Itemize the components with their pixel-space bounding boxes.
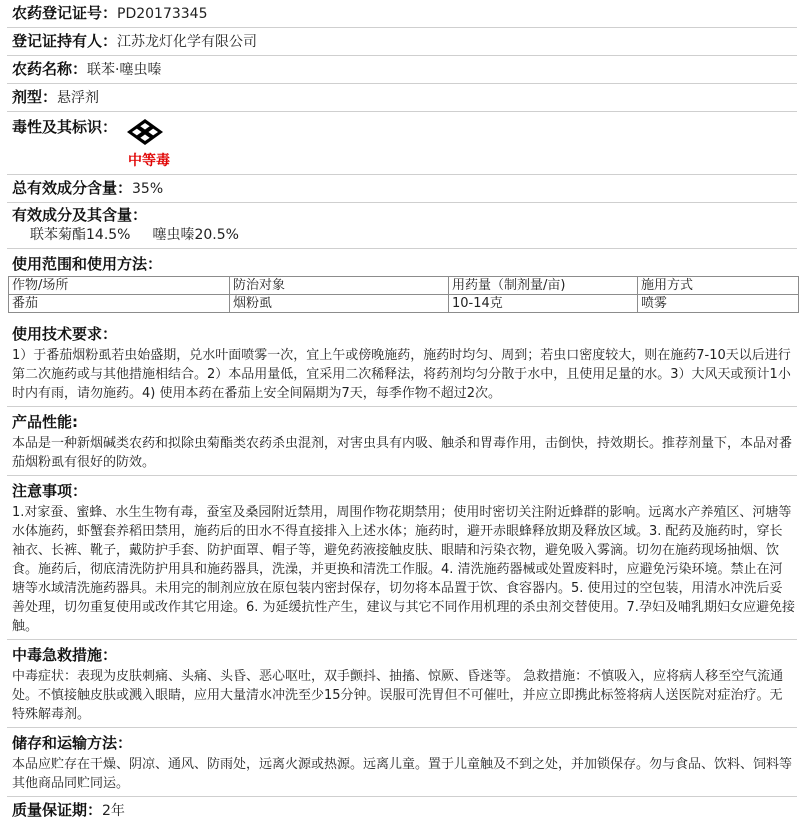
tech-text: 1）于番茄烟粉虱若虫始盛期，兑水叶面喷雾一次，宜上午或傍晚施药，施药时均匀、周到；若虫口密度较大，则在施药7-10天以后进行第二次施药或与其他措施相结合。2）本品用量低，宜采用二次稀释法，将药剂均匀分散于水中，且使用足量的水。3）大风天或预计1小时内有雨，请勿施药。4) 使用本药在番茄上安全间隔期为7天，每季作物不超过2次。: [12, 348, 791, 401]
table-cell: 番茄: [9, 295, 230, 313]
shelf-life-row: [7, 797, 797, 824]
toxicity-diamond-icon: [125, 118, 165, 146]
storage-label: 储存和运输方法：: [12, 734, 133, 752]
total-content-label: 总有效成分含量：: [12, 179, 133, 197]
first-aid-text: 中毒症状：表现为皮肤刺痛、头痛、头昏、恶心呕吐，双手颤抖、抽搐、惊厥、昏迷等。 急救措施：不慎吸入，应将病人移至空气流通处。不慎接触皮肤或溅入眼睛，应用大量清水冲洗至少15分钟。误服可洗胃但不可催吐，并应立即携此标签将病人送医院对症治疗。无特殊解毒剂。: [12, 669, 784, 722]
holder-value: 江苏龙灯化学有限公司: [117, 34, 258, 50]
scope-label: 使用范围和使用方法：: [12, 255, 163, 273]
shelf-life-value: 2年: [102, 803, 125, 819]
formulation-row: [7, 84, 797, 112]
table-header-cell: 施用方式: [638, 277, 799, 295]
performance-label: 产品性能:: [12, 413, 78, 431]
tech-label: 使用技术要求：: [12, 325, 118, 343]
table-cell: 喷雾: [638, 295, 799, 313]
toxicity-label: 毒性及其标识：: [12, 118, 118, 136]
storage-text: 本品应贮存在干燥、阴凉、通风、防雨处，远离火源或热源。远离儿童。置于儿童触及不到之处，并加锁保存。勿与食品、饮料、饲料等其他商品同贮同运。: [12, 757, 793, 791]
table-header-cell: 防治对象: [230, 277, 449, 295]
notes-text: 1.对家蚕、蜜蜂、水生生物有毒，蚕室及桑园附近禁用，周围作物花期禁用；使用时密切关注附近蜂群的影响。远离水产养殖区、河塘等水体施药，虾蟹套养稻田禁用，施药后的田水不得直接排入上述水体；施药时，避开赤眼蜂释放期及释放区域。3. 配药及施药时，穿长袖衣、长裤、靴子，戴防护手套、防护面罩、帽子等，避免药液接触皮肤、眼睛和污染衣物，避免吸入雾滴。切勿在施药现场抽烟、饮食。施药后，彻底清洗防护用具和施药器具，洗澡，并更换和清洗工作服。4. 清洗施药器械或处置废料时，应避免污染环境。禁止在河塘等水域清洗施药器具。未用完的制剂应放在原包装内密封保存，切勿将本品置于饮、食容器内。5. 使用过的空包装，用清水冲洗后妥善处理，切勿重复使用或改作其它用途。6. 为延缓抗性产生，建议与其它不同作用机理的杀虫剂交替使用。7.孕妇及哺乳期妇女应避免接触。: [12, 505, 795, 634]
performance-text: 本品是一种新烟碱类农药和拟除虫菊酯类农药杀虫混剂，对害虫具有内吸、触杀和胃毒作用，击倒快，持效期长。推荐剂量下，本品对番茄烟粉虱有很好的防效。: [12, 436, 793, 470]
storage-section: [7, 728, 797, 797]
first-aid-section: [7, 640, 797, 728]
performance-section: [7, 407, 797, 476]
actives-label: 有效成分及其含量：: [12, 206, 148, 224]
table-cell: 10-14克: [449, 295, 638, 313]
registration-value: PD20173345: [117, 6, 208, 22]
registration-label: 农药登记证号：: [12, 4, 118, 22]
notes-section: [7, 476, 797, 640]
holder-label: 登记证持有人：: [12, 32, 118, 50]
shelf-life-label: 质量保证期：: [12, 801, 103, 819]
tech-section: [7, 319, 797, 407]
table-cell: 烟粉虱: [230, 295, 449, 313]
total-content-value: 35%: [132, 181, 164, 197]
table-header-cell: 作物/场所: [9, 277, 230, 295]
table-header-row: [9, 277, 799, 295]
label-document: [7, 0, 797, 824]
toxicity-row: [7, 112, 797, 175]
table-row: [9, 295, 799, 313]
first-aid-label: 中毒急救措施：: [12, 646, 118, 664]
formulation-value: 悬浮剂: [57, 90, 100, 106]
toxicity-text: 中等毒: [128, 153, 170, 169]
active-ingredient: 噻虫嗪20.5%: [152, 227, 239, 243]
name-value: 联苯·噻虫嗪: [87, 62, 162, 78]
table-header-cell: 用药量（制剂量/亩): [449, 277, 638, 295]
scope-section: [7, 249, 797, 274]
name-row: [7, 56, 797, 84]
notes-label: 注意事项：: [12, 482, 88, 500]
registration-row: [7, 0, 797, 28]
actives-section: [7, 203, 797, 249]
formulation-label: 剂型：: [12, 88, 58, 106]
scope-table: [8, 276, 799, 313]
total-content-row: [7, 175, 797, 203]
active-ingredient: 联苯菊酯14.5%: [30, 227, 131, 243]
actives-list: [12, 225, 797, 245]
holder-row: [7, 28, 797, 56]
name-label: 农药名称：: [12, 60, 88, 78]
